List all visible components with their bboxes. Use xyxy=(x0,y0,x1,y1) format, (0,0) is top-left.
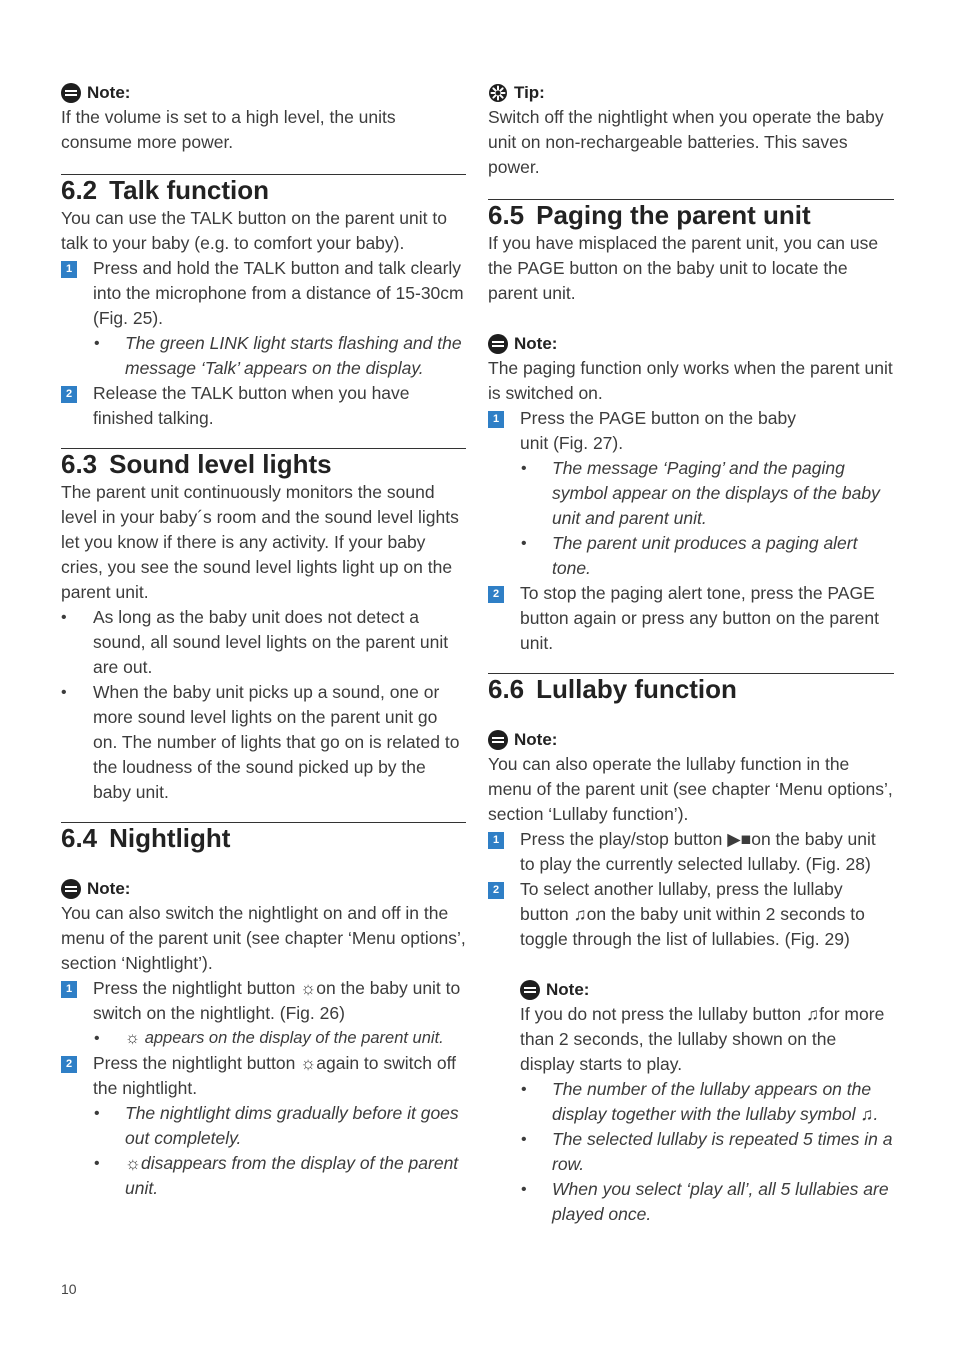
note-lullaby-autoplay xyxy=(488,977,894,1077)
step-2: 2 Release the TALK button when you have finished talking. xyxy=(61,381,466,431)
section-heading: 6.6 Lullaby function xyxy=(488,673,894,705)
bullet-item: • As long as the baby unit does not detect a sound, all sound level lights on the parent unit are out. xyxy=(61,605,466,680)
step-2: 2 To select another lullaby, press the lullaby button ♫on the baby unit within 2 seconds to toggle through the list of lullabies. (Fig. 29) xyxy=(488,877,894,952)
note-heading: Note: xyxy=(520,977,894,1002)
step-number-badge: 1 xyxy=(61,981,77,998)
note-icon xyxy=(520,980,540,1000)
note-bullet: • When you select ‘play all’, all 5 lullabies are played once. xyxy=(488,1177,894,1227)
note-text: You can also switch the nightlight on and off in the menu of the parent unit (see chapter ‘Menu options’, section ‘Nightlight’). xyxy=(61,903,466,973)
step-number-badge: 2 xyxy=(61,386,77,403)
note-text: You can also operate the lullaby function in the menu of the parent unit (see chapter ‘Menu options’, section ‘Lullaby function’). xyxy=(488,754,893,824)
section-paging-parent-unit xyxy=(488,199,894,656)
section-heading: 6.3 Sound level lights xyxy=(61,448,466,480)
note-text: If you do not press the lullaby button ♫for more than 2 seconds, the lullaby shown on the display starts to play. xyxy=(520,1004,885,1074)
step-2: 2 Press the nightlight button ☼again to switch off the nightlight. xyxy=(61,1051,466,1101)
section-talk-function xyxy=(61,174,466,431)
note-icon xyxy=(488,334,508,354)
note-volume xyxy=(61,80,466,155)
note-heading: Note: xyxy=(488,727,894,752)
note-bullet: • The number of the lullaby appears on the display together with the lullaby symbol ♫. xyxy=(488,1077,894,1127)
step-number-badge: 1 xyxy=(61,261,77,278)
note-icon xyxy=(61,83,81,103)
step-1-result: • ☼ appears on the display of the parent unit. xyxy=(61,1026,466,1051)
section-sound-level-lights xyxy=(61,448,466,805)
step-1: 1 Press the PAGE button on the baby unit (Fig. 27). xyxy=(488,406,894,456)
step-number-badge: 1 xyxy=(488,832,504,849)
tip-icon xyxy=(488,83,508,103)
bullet-item: • When the baby unit picks up a sound, one or more sound level lights on the parent unit go on. The number of lights that go on is related to the loudness of the sound picked up by the baby unit. xyxy=(61,680,466,805)
step-2: 2 To stop the paging alert tone, press the PAGE button again or press any button on the parent unit. xyxy=(488,581,894,656)
section-heading: 6.2 Talk function xyxy=(61,174,466,206)
section-intro: The parent unit continuously monitors the sound level in your baby´s room and the sound level lights let you know if there is any activity. If your baby cries, you see the sound level lights light up on the parent unit. xyxy=(61,482,459,602)
note-icon xyxy=(488,730,508,750)
step-1-result: • The green LINK light starts flashing and the message ‘Talk’ appears on the display. xyxy=(61,331,466,381)
step-number-badge: 2 xyxy=(61,1056,77,1073)
step-2-result: • ☼disappears from the display of the parent unit. xyxy=(61,1151,466,1201)
section-heading: 6.4 Nightlight xyxy=(61,822,466,854)
section-intro: If you have misplaced the parent unit, you can use the PAGE button on the baby unit to locate the parent unit. xyxy=(488,233,879,303)
step-1: 1 Press the nightlight button ☼on the baby unit to switch on the nightlight. (Fig. 26) xyxy=(61,976,466,1026)
step-1-result: • The parent unit produces a paging alert tone. xyxy=(488,531,894,581)
note-bullet: • The selected lullaby is repeated 5 times in a row. xyxy=(488,1127,894,1177)
section-nightlight xyxy=(61,822,466,1201)
tip-text: Switch off the nightlight when you operate the baby unit on non-rechargeable batteries. This saves power. xyxy=(488,107,884,177)
step-number-badge: 2 xyxy=(488,586,504,603)
section-heading: 6.5 Paging the parent unit xyxy=(488,199,894,231)
page-number: 10 xyxy=(61,1281,77,1297)
section-intro: You can use the TALK button on the parent unit to talk to your baby (e.g. to comfort your baby). xyxy=(61,208,447,253)
step-1: 1 Press and hold the TALK button and talk clearly into the microphone from a distance of 15-30cm (Fig. 25). xyxy=(61,256,466,331)
note-text: If the volume is set to a high level, the units consume more power. xyxy=(61,107,396,152)
note-icon xyxy=(61,879,81,899)
note-heading: Note: xyxy=(488,331,894,356)
note-heading: Note: xyxy=(61,876,466,901)
step-number-badge: 2 xyxy=(488,882,504,899)
section-lullaby-function xyxy=(488,673,894,1227)
tip-label: Tip: xyxy=(514,83,545,102)
note-label: Note: xyxy=(87,83,131,102)
tip-nightlight xyxy=(488,80,894,180)
note-text: The paging function only works when the parent unit is switched on. xyxy=(488,358,893,403)
step-2-result: • The nightlight dims gradually before it goes out completely. xyxy=(61,1101,466,1151)
step-1-result: • The message ‘Paging’ and the paging symbol appear on the displays of the baby unit and parent unit. xyxy=(488,456,894,531)
step-1: 1 Press the play/stop button ▶■on the baby unit to play the currently selected lullaby. (Fig. 28) xyxy=(488,827,894,877)
step-number-badge: 1 xyxy=(488,411,504,428)
